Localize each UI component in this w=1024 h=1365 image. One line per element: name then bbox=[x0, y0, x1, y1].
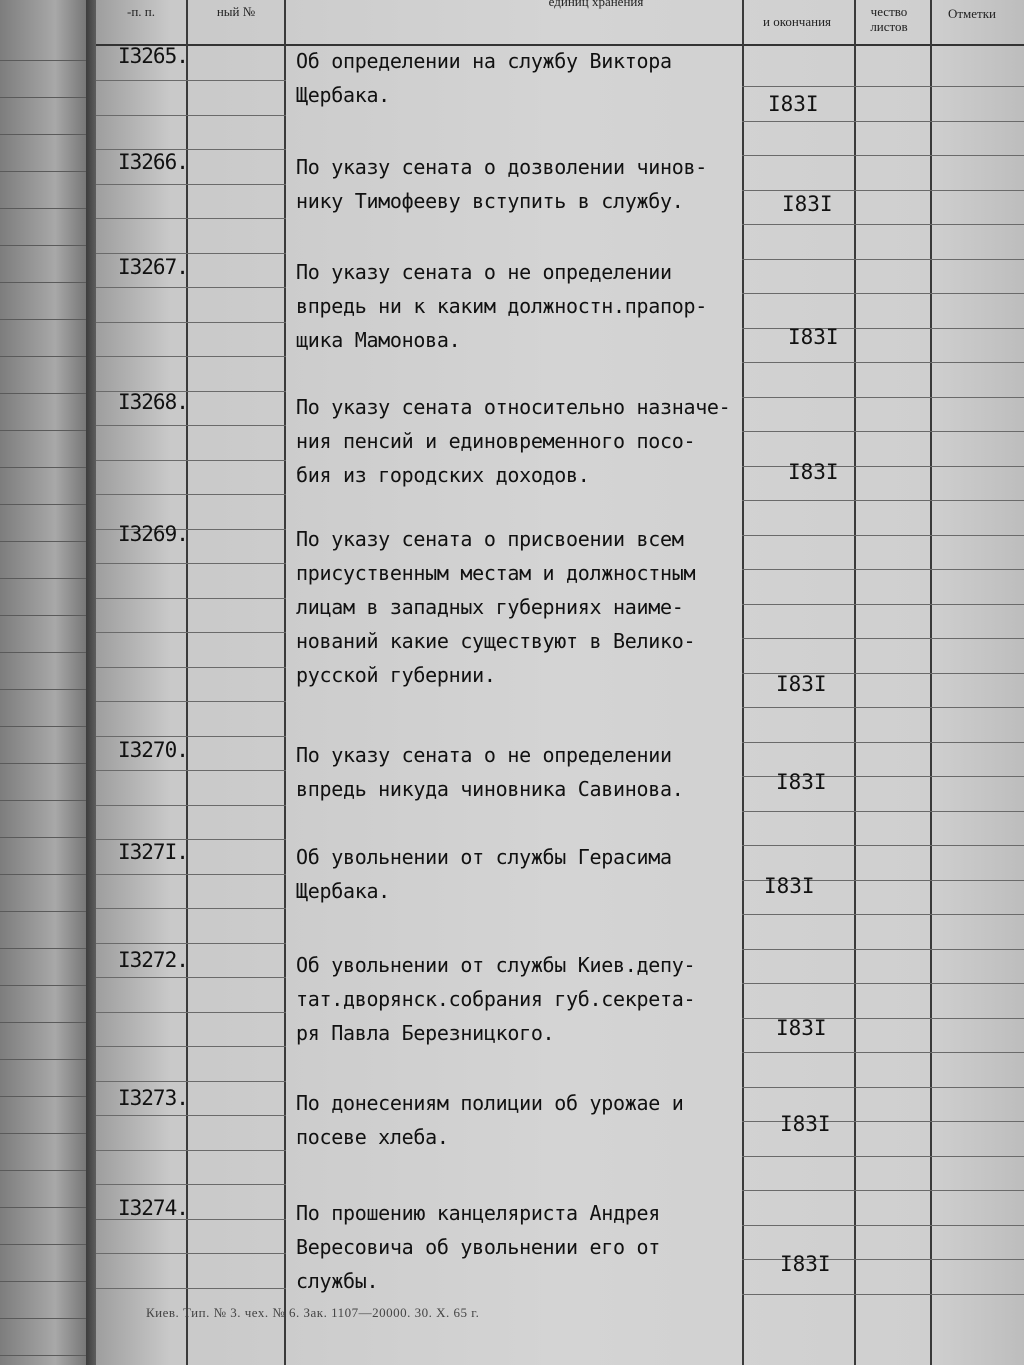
facing-page-rule bbox=[0, 1355, 92, 1356]
entry-title-line: присуственным местам и должностным bbox=[296, 561, 696, 585]
entry-title-line: По указу сената о не определении bbox=[296, 260, 672, 284]
row-rule bbox=[742, 1087, 1024, 1088]
entry-title-line: По прошению канцеляриста Андрея bbox=[296, 1201, 660, 1225]
row-rule bbox=[96, 184, 286, 185]
entry-title-line: русской губернии. bbox=[296, 663, 496, 687]
header-sheets bbox=[854, 4, 924, 34]
header-dates: и окончания bbox=[762, 14, 832, 29]
entry-title-line: Щербака. bbox=[296, 83, 390, 107]
column-rule bbox=[854, 0, 856, 1365]
row-rule bbox=[742, 1156, 1024, 1157]
entry-year: I83I bbox=[780, 1112, 831, 1136]
header-number: -п. п. bbox=[127, 4, 155, 19]
row-rule bbox=[96, 667, 286, 668]
entry-title bbox=[296, 255, 766, 357]
facing-page-rule bbox=[0, 1244, 92, 1245]
entry-title bbox=[296, 522, 766, 692]
facing-page-rule bbox=[0, 541, 92, 542]
row-rule bbox=[96, 1115, 286, 1116]
row-rule bbox=[742, 569, 1024, 570]
row-rule bbox=[96, 598, 286, 599]
entry-number: I3267. bbox=[118, 255, 188, 279]
entry-number: I327I. bbox=[118, 840, 188, 864]
row-rule bbox=[96, 770, 286, 771]
entry-title bbox=[296, 738, 766, 806]
entry-title-line: тат.дворянск.собрания губ.секрета- bbox=[296, 987, 696, 1011]
facing-page-rule bbox=[0, 393, 92, 394]
column-rule bbox=[284, 0, 286, 1365]
row-rule bbox=[742, 328, 1024, 329]
row-rule bbox=[96, 1253, 286, 1254]
entry-title-line: По указу сената о не определении bbox=[296, 743, 672, 767]
facing-page-rule bbox=[0, 763, 92, 764]
row-rule bbox=[96, 632, 286, 633]
row-rule bbox=[96, 356, 286, 357]
entry-number: I3274. bbox=[118, 1196, 188, 1220]
row-rule bbox=[96, 80, 286, 81]
entry-year: I83I bbox=[788, 325, 839, 349]
facing-page-rule bbox=[0, 1133, 92, 1134]
entry-title-line: впредь никуда чиновника Савинова. bbox=[296, 777, 684, 801]
row-rule bbox=[96, 1150, 286, 1151]
entry-year: I83I bbox=[776, 770, 827, 794]
row-rule bbox=[742, 949, 1024, 950]
facing-page-edge bbox=[0, 0, 92, 1365]
header-title: единиц хранения bbox=[548, 0, 644, 9]
entry-number: I3269. bbox=[118, 522, 188, 546]
entry-title-line: По указу сената относительно назначе- bbox=[296, 395, 731, 419]
row-rule bbox=[96, 425, 286, 426]
entry-title bbox=[296, 44, 766, 112]
row-rule bbox=[96, 287, 286, 288]
facing-page-rule bbox=[0, 578, 92, 579]
facing-page-rule bbox=[0, 837, 92, 838]
row-rule bbox=[96, 701, 286, 702]
facing-page-rule bbox=[0, 208, 92, 209]
row-rule bbox=[96, 115, 286, 116]
row-rule bbox=[742, 259, 1024, 260]
entry-year: I83I bbox=[776, 672, 827, 696]
entry-number: I3266. bbox=[118, 150, 188, 174]
row-rule bbox=[742, 1190, 1024, 1191]
row-rule bbox=[742, 811, 1024, 812]
facing-page-rule bbox=[0, 1318, 92, 1319]
entry-title-line: бия из городских доходов. bbox=[296, 463, 590, 487]
entry-year: I83I bbox=[782, 192, 833, 216]
row-rule bbox=[742, 845, 1024, 846]
entry-title-line: По указу сената о присвоении всем bbox=[296, 527, 684, 551]
row-rule bbox=[96, 563, 286, 564]
row-rule bbox=[742, 224, 1024, 225]
entry-year: I83I bbox=[788, 460, 839, 484]
row-rule bbox=[742, 1294, 1024, 1295]
facing-page-rule bbox=[0, 504, 92, 505]
row-rule bbox=[742, 535, 1024, 536]
row-rule bbox=[742, 155, 1024, 156]
row-rule bbox=[96, 494, 286, 495]
entry-number: I3273. bbox=[118, 1086, 188, 1110]
facing-page-rule bbox=[0, 1170, 92, 1171]
row-rule bbox=[742, 914, 1024, 915]
facing-page-rule bbox=[0, 689, 92, 690]
entry-number: I3270. bbox=[118, 738, 188, 762]
facing-page-rule bbox=[0, 245, 92, 246]
entry-title-line: Щербака. bbox=[296, 879, 390, 903]
header-notes: Отметки bbox=[947, 6, 997, 21]
row-rule bbox=[96, 1184, 286, 1185]
facing-page-rule bbox=[0, 430, 92, 431]
entry-year: I83I bbox=[776, 1016, 827, 1040]
facing-page-rule bbox=[0, 356, 92, 357]
row-rule bbox=[742, 604, 1024, 605]
row-rule bbox=[96, 253, 286, 254]
row-rule bbox=[742, 86, 1024, 87]
header-sheets-line2: листов bbox=[870, 19, 908, 34]
row-rule bbox=[742, 397, 1024, 398]
facing-page-rule bbox=[0, 615, 92, 616]
entry-title bbox=[296, 1196, 766, 1298]
entry-title-line: По указу сената о дозволении чинов- bbox=[296, 155, 707, 179]
facing-page-rule bbox=[0, 60, 92, 61]
entry-title bbox=[296, 948, 766, 1050]
row-rule bbox=[96, 322, 286, 323]
facing-page-rule bbox=[0, 319, 92, 320]
printer-imprint: Киев. Тип. № 3. чех. № 6. Зак. 1107—20000. 30. X. 65 г. bbox=[146, 1305, 480, 1320]
row-rule bbox=[742, 1225, 1024, 1226]
inventory-page bbox=[96, 0, 1024, 1365]
facing-page-rule bbox=[0, 1096, 92, 1097]
entry-title bbox=[296, 390, 766, 492]
facing-page-rule bbox=[0, 282, 92, 283]
row-rule bbox=[742, 121, 1024, 122]
entry-year: I83I bbox=[764, 874, 815, 898]
row-rule bbox=[96, 943, 286, 944]
facing-page-rule bbox=[0, 171, 92, 172]
column-rule bbox=[186, 0, 188, 1365]
entry-title-line: Вересовича об увольнении его от bbox=[296, 1235, 660, 1259]
entry-title-line: щика Мамонова. bbox=[296, 328, 461, 352]
entry-title-line: Об определении на службу Виктора bbox=[296, 49, 672, 73]
entry-title bbox=[296, 1086, 766, 1154]
row-rule bbox=[742, 431, 1024, 432]
row-rule bbox=[742, 500, 1024, 501]
header-sheets-line1: чество bbox=[870, 4, 908, 19]
row-rule bbox=[742, 983, 1024, 984]
row-rule bbox=[96, 218, 286, 219]
facing-page-rule bbox=[0, 467, 92, 468]
column-rule bbox=[930, 0, 932, 1365]
entry-title bbox=[296, 150, 766, 218]
row-rule bbox=[96, 736, 286, 737]
row-rule bbox=[742, 362, 1024, 363]
header-archive-number: ный № bbox=[216, 4, 256, 19]
row-rule bbox=[96, 460, 286, 461]
facing-page-rule bbox=[0, 134, 92, 135]
facing-page-rule bbox=[0, 911, 92, 912]
entry-title-line: посеве хлеба. bbox=[296, 1125, 449, 1149]
row-rule bbox=[96, 805, 286, 806]
facing-page-rule bbox=[0, 800, 92, 801]
entry-title-line: Об увольнении от службы Киев.депу- bbox=[296, 953, 696, 977]
row-rule bbox=[96, 908, 286, 909]
row-rule bbox=[96, 874, 286, 875]
facing-page-rule bbox=[0, 874, 92, 875]
row-rule bbox=[96, 1046, 286, 1047]
facing-page-rule bbox=[0, 1022, 92, 1023]
entry-year: I83I bbox=[768, 92, 819, 116]
entry-title bbox=[296, 840, 766, 908]
entry-number: I3265. bbox=[118, 44, 188, 68]
entry-title-line: Об увольнении от службы Герасима bbox=[296, 845, 672, 869]
entry-year: I83I bbox=[780, 1252, 831, 1276]
row-rule bbox=[96, 1012, 286, 1013]
entry-title-line: службы. bbox=[296, 1269, 379, 1293]
entry-number: I3268. bbox=[118, 390, 188, 414]
facing-page-rule bbox=[0, 726, 92, 727]
facing-page-rule bbox=[0, 985, 92, 986]
row-rule bbox=[742, 466, 1024, 467]
entry-title-line: лицам в западных губерниях наиме- bbox=[296, 595, 684, 619]
facing-page-rule bbox=[0, 652, 92, 653]
facing-page-rule bbox=[0, 97, 92, 98]
entry-title-line: впредь ни к каким должностн.прапор- bbox=[296, 294, 707, 318]
entry-title-line: ря Павла Березницкого. bbox=[296, 1021, 555, 1045]
row-rule bbox=[742, 707, 1024, 708]
facing-page-rule bbox=[0, 948, 92, 949]
row-rule bbox=[96, 1081, 286, 1082]
facing-page-rule bbox=[0, 1207, 92, 1208]
facing-page-rule bbox=[0, 1059, 92, 1060]
row-rule bbox=[96, 1288, 286, 1289]
row-rule bbox=[742, 190, 1024, 191]
row-rule bbox=[742, 638, 1024, 639]
entry-title-line: По донесениям полиции об урожае и bbox=[296, 1091, 684, 1115]
entry-title-line: ния пенсий и единовременного посо- bbox=[296, 429, 696, 453]
entry-title-line: нику Тимофееву вступить в службу. bbox=[296, 189, 684, 213]
row-rule bbox=[742, 742, 1024, 743]
row-rule bbox=[742, 293, 1024, 294]
entry-number: I3272. bbox=[118, 948, 188, 972]
row-rule bbox=[742, 1052, 1024, 1053]
entry-title-line: нований какие существуют в Велико- bbox=[296, 629, 696, 653]
facing-page-rule bbox=[0, 1281, 92, 1282]
row-rule bbox=[96, 977, 286, 978]
